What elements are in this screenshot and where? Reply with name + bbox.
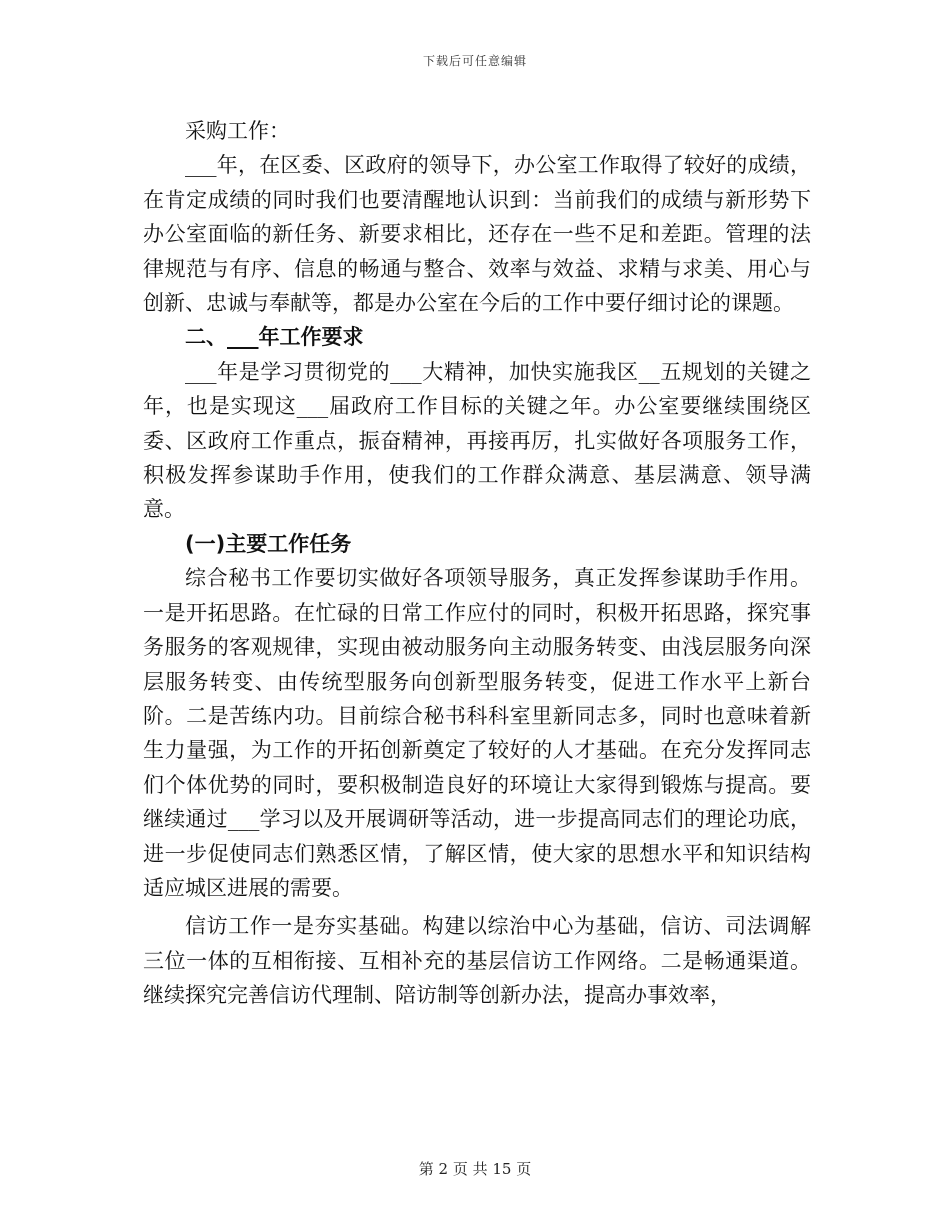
document-body xyxy=(143,114,811,1013)
paragraph-requirements: ___年是学习贯彻党的___大精神，加快实施我区__五规划的关键之年，也是实现这___届政府工作目标的关键之年。办公室要继续围绕区委、区政府工作重点，振奋精神，再接再厉，扎实做好各项服务工作，积极发挥参谋助手作用，使我们的工作群众满意、基层满意、领导满意。 xyxy=(143,359,811,522)
subsection-heading-main-tasks: (一)主要工作任务 xyxy=(185,531,352,556)
section-heading-requirements: 二、___年工作要求 xyxy=(185,325,364,350)
paragraph-procurement-label: 采购工作： xyxy=(185,119,290,143)
paragraph-petition-work: 信访工作一是夯实基础。构建以综治中心为基础，信访、司法调解三位一体的互相衔接、互相补充的基层信访工作网络。二是畅通渠道。继续探究完善信访代理制、陪访制等创新办法，提高办事效率， xyxy=(143,914,811,1008)
paragraph-secretarial-work: 综合秘书工作要切实做好各项领导服务，真正发挥参谋助手作用。一是开拓思路。在忙碌的日常工作应付的同时，积极开拓思路，探究事务服务的客观规律，实现由被动服务向主动服务转变、由浅层服务向深层服务转变、由传统型服务向创新型服务转变，促进工作水平上新台阶。二是苦练内功。目前综合秘书科科室里新同志多，同时也意味着新生力量强，为工作的开拓创新奠定了较好的人才基础。在充分发挥同志们个体优势的同时，要积极制造良好的环境让大家得到锻炼与提高。要继续通过___学习以及开展调研等活动，进一步提高同志们的理论功底，进一步促使同志们熟悉区情，了解区情，使大家的思想水平和知识结构适应城区进展的需要。 xyxy=(143,566,811,900)
page-number: 第 2 页 共 15 页 xyxy=(418,1160,532,1178)
page-header: 下载后可任意编辑 xyxy=(422,54,527,68)
paragraph-summary: ___年，在区委、区政府的领导下，办公室工作取得了较好的成绩，在肯定成绩的同时我们也要清醒地认识到：当前我们的成绩与新形势下办公室面临的新任务、新要求相比，还存在一些不足和差距。管理的法律规范与有序、信息的畅通与整合、效率与效益、求精与求美、用心与创新、忠诚与奉献等，都是办公室在今后的工作中要仔细讨论的课题。 xyxy=(143,153,811,316)
